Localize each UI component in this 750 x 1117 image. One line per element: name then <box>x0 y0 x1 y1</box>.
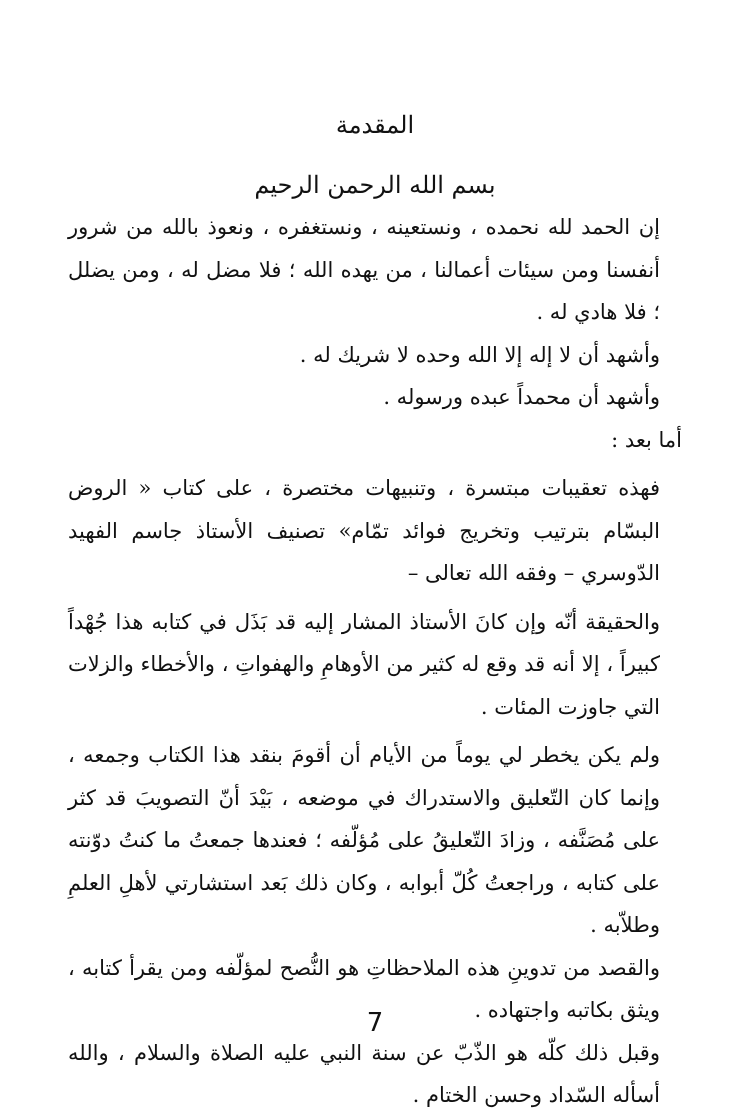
paragraph-shahada-2: وأشهد أن محمداً عبده ورسوله . <box>383 385 660 409</box>
page-number: 7 <box>366 1008 384 1038</box>
paragraph-closing: وقبل ذلك كلّه هو الذّبّ عن سنة النبي عليه الصلاة والسلام ، والله أسأله السّداد وحسن الختام . <box>68 1040 660 1107</box>
paragraph-assessment: والحقيقة أنّه وإن كانَ الأستاذ المشار إليه قد بَذَل في كتابه هذا جُهْداً كبيراً ، إلا أنه قد وقع له كثير من الأوهامِ والهفواتِ ، والأخطاء والزلات التي جاوزت المئات . <box>68 609 660 719</box>
paragraph-opening-praise: إن الحمد لله نحمده ، ونستعينه ، ونستغفره ، ونعوذ بالله من شرور أنفسنا ومن سيئات أعمالنا ، من يهده الله ؛ فلا مضل له ، ومن يضلل ؛ فلا هادي له . <box>68 215 660 324</box>
body-text <box>68 206 682 1117</box>
page-title: المقدمة <box>335 111 415 139</box>
paragraph-book-intro: فهذه تعقيبات مبتسرة ، وتنبيهات مختصرة ، على كتاب « الروض البسّام بترتيب وتخريج فوائد تمّام» تصنيف الأستاذ جاسم الفهيد الدّوسري – وفقه الله تعالى – <box>68 476 660 585</box>
paragraph-motivation: ولم يكن يخطر لي يوماً من الأيام أن أقومَ بنقد هذا الكتاب وجمعه ، وإنما كان التّعليق والاستدراك في موضعه ، بَيْدَ أنّ التصويبَ قد كثر على مُصَنَّفه ، وزادَ التّعليقُ على مُؤلّفه ؛ فعندها جمعتُ ما كنتُ دوّنته على كتابه ، وراجعتُ كُلّ أبوابه ، وكان ذلك بَعد استشارتي لأهلِ العلمِ وطلاّبه . <box>68 743 660 937</box>
paragraph-shahada-1: وأشهد أن لا إله إلا الله وحده لا شريك له . <box>299 342 660 367</box>
basmala: بسم الله الرحمن الرحيم <box>254 171 496 199</box>
paragraph-purpose: والقصد من تدوينِ هذه الملاحظاتِ هو النُّصح لمؤلّفه ومن يقرأ كتابه ، ويثق بكاتبه واجتهاده . <box>68 955 660 1022</box>
paragraph-amma-baad: أما بعد : <box>611 427 682 452</box>
